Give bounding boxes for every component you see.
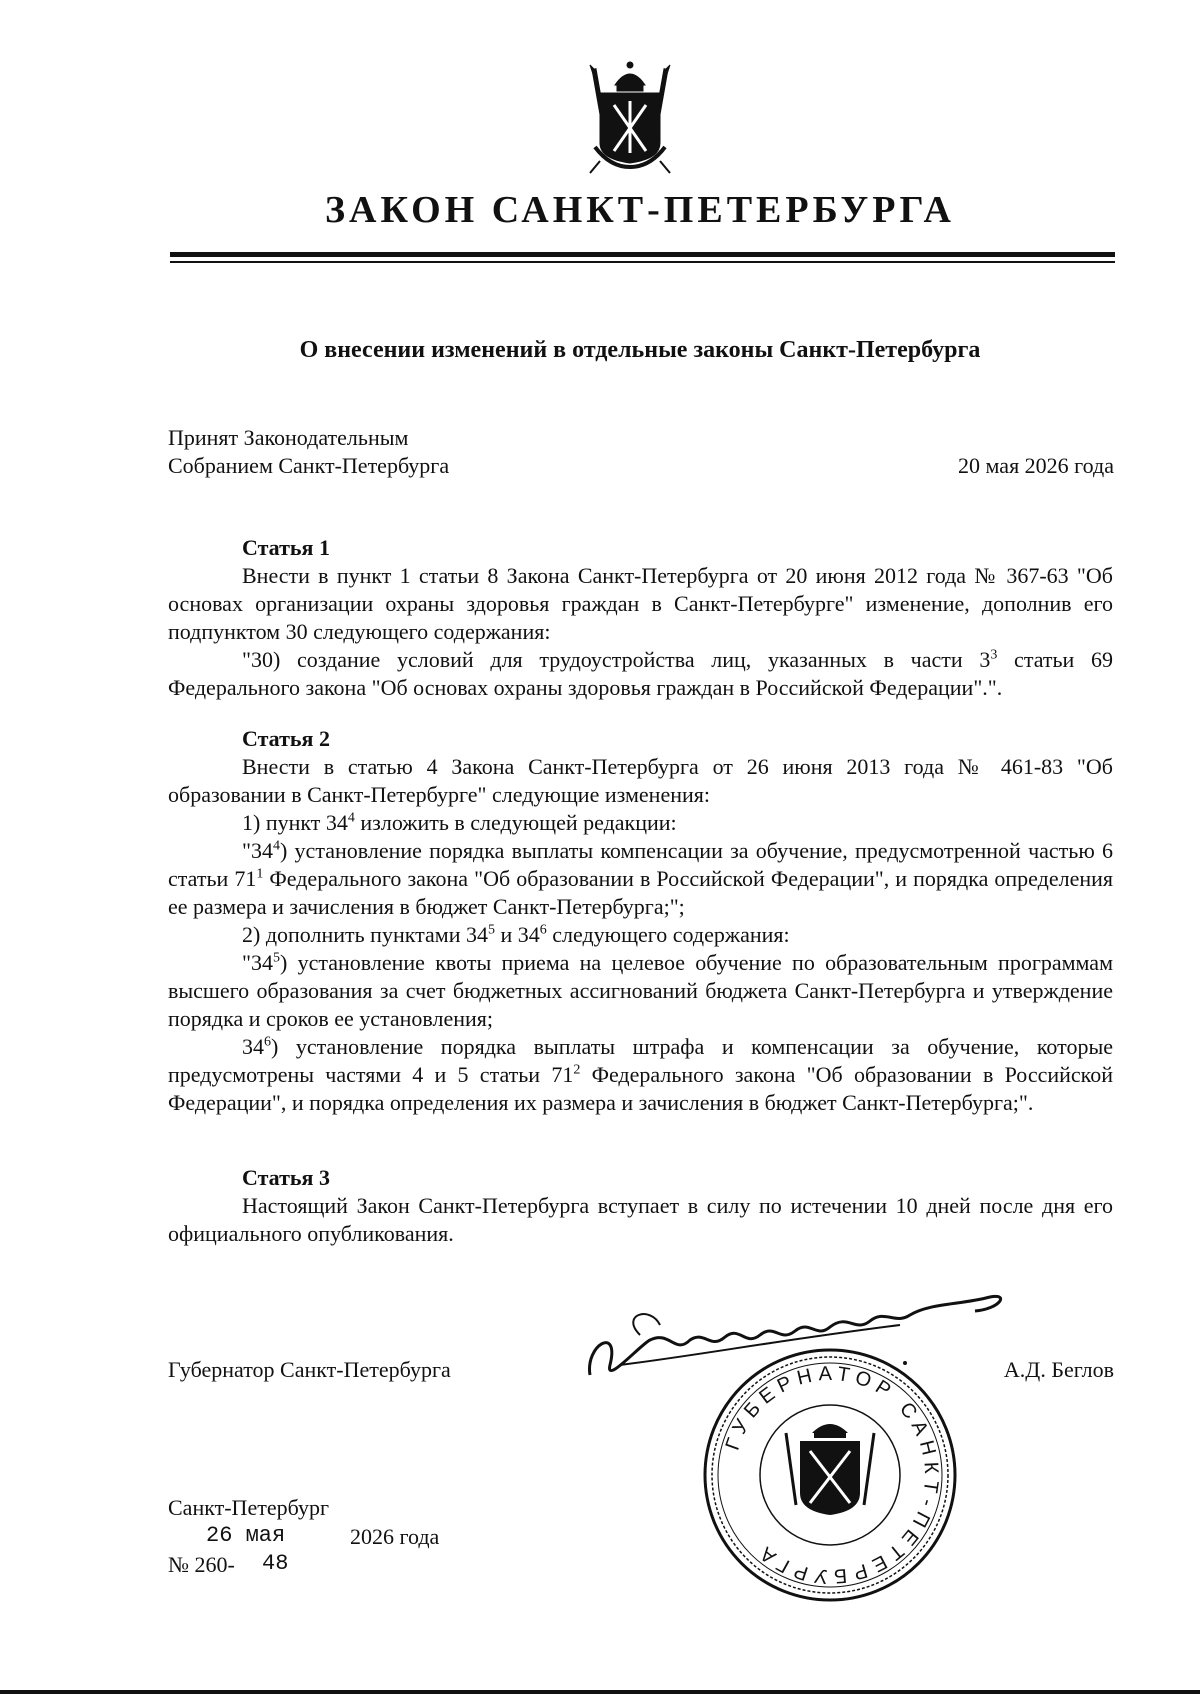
article-3 xyxy=(168,1164,1113,1248)
article-item: 1) пункт $34^4$ изложить в следующей редакции: xyxy=(242,810,677,835)
adoption-date: 20 мая 2026 года xyxy=(958,453,1114,478)
signing-year: 2026 года xyxy=(350,1524,440,1549)
coat-of-arms-icon xyxy=(570,55,690,175)
title-divider-thick xyxy=(170,252,1115,257)
adoption-info xyxy=(168,424,449,480)
article-2 xyxy=(168,725,1113,1117)
signatory-title: Губернатор Санкт-Петербурга xyxy=(168,1357,451,1382)
svg-text:ГУБЕРНАТОР САНКТ-ПЕТЕРБУРГА: ГУБЕРНАТОР САНКТ-ПЕТЕРБУРГА xyxy=(721,1362,943,1588)
article-paragraph: Настоящий Закон Санкт-Петербурга вступает в силу по истечении 10 дней после дня его официального опубликования. xyxy=(168,1193,1113,1246)
official-seal xyxy=(700,1345,960,1605)
title-divider-thin xyxy=(170,261,1115,263)
article-1 xyxy=(168,534,1113,702)
article-paragraph: Внести в пункт 1 статьи 8 Закона Санкт-Петербурга от 20 июня 2012 года № 367-63 "Об основах организации охраны здоровья граждан в Санкт-Петербурге" изменение, дополнив его подпунктом 30 следующего содержания: xyxy=(168,563,1113,644)
document-title: ЗАКОН САНКТ-ПЕТЕРБУРГА xyxy=(324,189,955,231)
article-item: 2) дополнить пунктами $34^5$ и $34^6$ следующего содержания: xyxy=(242,922,790,947)
signing-date: 26 мая xyxy=(206,1523,286,1548)
signing-place: Санкт-Петербург xyxy=(168,1495,329,1520)
article-quote: "$34^4$) установление порядка выплаты компенсации за обучение, предусмотренной частью 6 статьи $71^1$ Федерального закона "Об образовании в Российской Федерации", и порядка определения ее размера и зачисления в бюджет Санкт-Петербурга;"; xyxy=(168,838,1113,919)
law-subject: О внесении изменений в отдельные законы Санкт-Петербурга xyxy=(299,337,981,363)
article-paragraph: Внести в статью 4 Закона Санкт-Петербурга от 26 июня 2013 года № 461-83 "Об образовании в Санкт-Петербурге" следующие изменения: xyxy=(168,754,1113,807)
article-quote: "$34^5$) установление квоты приема на целевое обучение по образовательным программам высшего образования за счет бюджетных ассигнований бюджета Санкт-Петербурга и утверждение порядка и сроков ее установления; xyxy=(168,950,1113,1031)
article-paragraph: "30) создание условий для трудоустройства лиц, указанных в части $3^3$ статьи 69 Федерального закона "Об основах охраны здоровья граждан в Российской Федерации".". xyxy=(168,647,1114,700)
article-heading: Статья 3 xyxy=(242,1165,330,1190)
law-number-value: 48 xyxy=(262,1551,289,1576)
article-heading: Статья 1 xyxy=(242,535,330,560)
signatory-name: А.Д. Беглов xyxy=(1003,1357,1114,1382)
scan-edge xyxy=(0,1690,1200,1694)
adoption-line-2: Собранием Санкт-Петербурга xyxy=(168,453,450,478)
article-heading: Статья 2 xyxy=(242,726,330,751)
article-quote: $34^6$) установление порядка выплаты штрафа и компенсации за обучение, которые предусмотрены частями 4 и 5 статьи $71^2$ Федерального закона "Об образовании в Российской Федерации", и порядка определения их размера и зачисления в бюджет Санкт-Петербурга;". xyxy=(168,1034,1114,1115)
law-number-label: № 260- xyxy=(168,1552,235,1577)
adoption-line-1: Принят Законодательным xyxy=(168,425,409,450)
